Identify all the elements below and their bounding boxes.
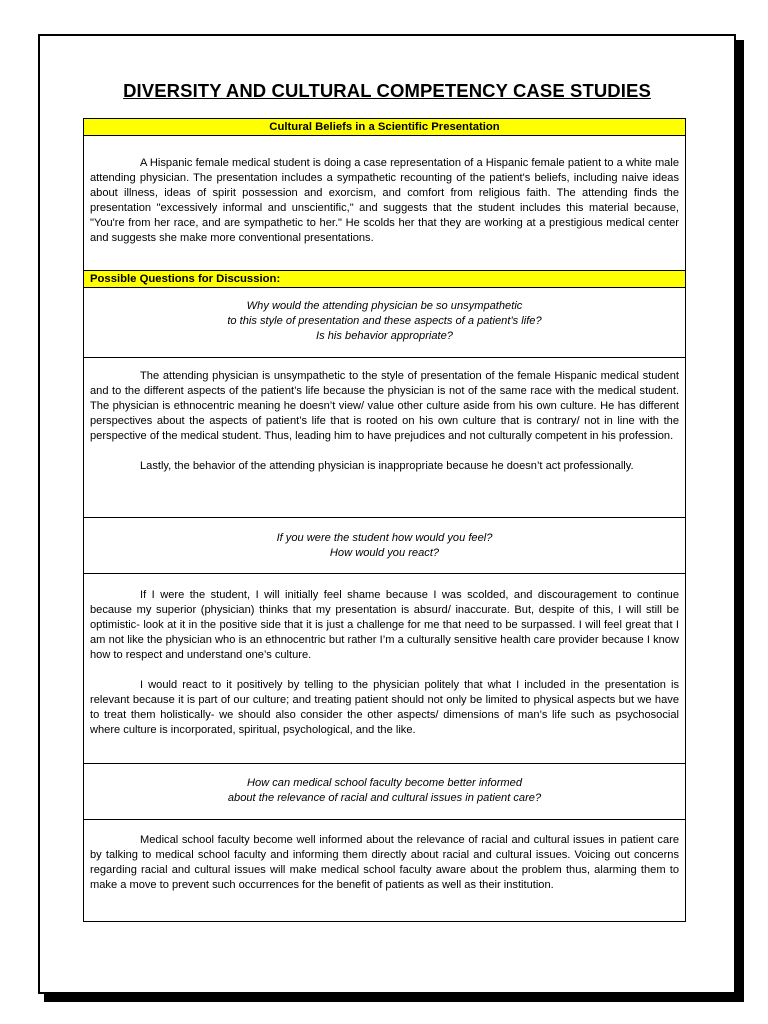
- question-2-line-2: How would you react?: [329, 547, 440, 559]
- answer-1-paragraph-1: The attending physician is unsympathetic to the style of presentation of the female Hispanic medical student and to the different aspects of the patient’s life because the physician is not of the same race with the medical student. The physician is ethnocentric meaning he doesn’t view/ value other culture aside from his own culture. He has different perspectives about the aspects of patient’s life that is rooted on his own culture that is contrary/ not in line with the perspective of the medical student. Thus, leading him to have prejudices and not culturally competent in his profession.: [90, 370, 679, 442]
- question-3-cell: [84, 764, 685, 820]
- case-header: Cultural Beliefs in a Scientific Presentation: [84, 119, 685, 136]
- case-study-table: [83, 118, 686, 922]
- answer-1-paragraph-2: Lastly, the behavior of the attending physician is inappropriate because he doesn’t act professionally.: [140, 460, 634, 472]
- answer-1-cell: [84, 358, 685, 518]
- question-3-line-2: about the relevance of racial and cultural issues in patient care?: [227, 792, 542, 804]
- discussion-header: Possible Questions for Discussion:: [84, 271, 685, 288]
- question-2-line-1: If you were the student how would you feel?: [276, 532, 493, 544]
- question-1-line-1: Why would the attending physician be so unsympathetic: [246, 300, 523, 312]
- question-1-line-3: Is his behavior appropriate?: [316, 330, 453, 342]
- answer-3-cell: [84, 820, 685, 921]
- question-1-cell: [84, 288, 685, 358]
- case-description-cell: [84, 136, 685, 271]
- question-3-line-1: How can medical school faculty become better informed: [246, 777, 522, 789]
- question-1-line-2: to this style of presentation and these aspects of a patient’s life?: [227, 315, 542, 327]
- answer-3-paragraph-1: Medical school faculty become well informed about the relevance of racial and cultural issues in patient care by talking to medical school faculty and informing them directly about racial and cultural issues. Voicing out concerns regarding racial and cultural issues will make medical school faculty aware about the problem thus, alarming them to make a move to prevent such occurrences for the benefit of patients as well as their institution.: [90, 834, 679, 891]
- answer-2-cell: [84, 574, 685, 764]
- case-description: A Hispanic female medical student is doing a case representation of a Hispanic female patient to a white male attending physician. The presentation includes a sympathetic recounting of the patient's beliefs, including naive ideas about illness, ideas of spirit possession and exorcism, and comfort from religious faith. The attending finds the presentation "excessively informal and unscientific," and suggests that the student includes this material because, "You're from her race, and are sympathetic to her." He scolds her that they are working at a prestigious medical center and suggests she make more conventional presentations.: [90, 157, 679, 244]
- answer-2-paragraph-1: If I were the student, I will initially feel shame because I was scolded, and discouragement to continue because my superior (physician) thinks that my presentation is absurd/ inaccurate. But, despite of this, I will still be optimistic- look at it in the positive side that it is just a challenge for me that need to be surpassed. I will feel great that I am not like the physician who is an ethnocentric but rather I’m a culturally sensitive health care provider because I know how to respect and understand one’s culture.: [90, 589, 679, 661]
- question-2-cell: [84, 518, 685, 574]
- answer-2-paragraph-2: I would react to it positively by telling to the physician politely that what I included in the presentation is relevant because it is part of our culture; and treating patient should not only be limited to physical aspects but we have to treat them holistically- we should also consider the other aspects/ dimensions of man’s life such as psychosocial where culture is incorporated, spiritual, psychological, and the like.: [90, 679, 679, 736]
- document-title: DIVERSITY AND CULTURAL COMPETENCY CASE STUDIES: [123, 80, 651, 101]
